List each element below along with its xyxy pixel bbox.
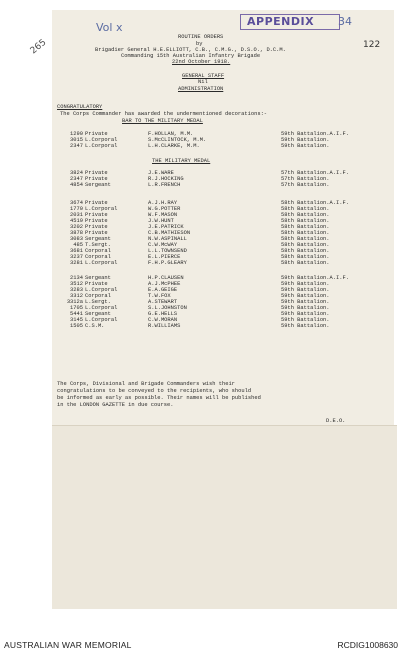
archive-id: RCDIG1008630 [337, 640, 398, 650]
table-row: 3312a L.Sergt. A.STEWART 59th Battalion. [66, 299, 330, 305]
doc-command: Commanding 15th Australian Infantry Brigade [121, 53, 261, 59]
table-row: 3674 Private A.J.H.RAY 58th Battalion.A.I.F. [70, 200, 349, 206]
table-row: 3145 L.Corporal C.W.MORAN 59th Battalion. [70, 317, 330, 323]
document-fold-lower [52, 425, 397, 609]
table-row: 3512 Private A.J.McPHEE 59th Battalion. [70, 281, 330, 287]
table-row: 3083 Sergeant N.W.ASPINALL 58th Battalion. [70, 236, 330, 242]
bar-heading: BAR TO THE MILITARY MEDAL [122, 118, 203, 124]
doc-officer: Brigadier General H.E.ELLIOTT, C.B., C.M.G., D.S.O., D.C.M. [95, 47, 286, 53]
table-row: 3281 L.Corporal F.H.P.GLEARY 58th Battalion. [70, 260, 330, 266]
table-row: 5441 Sergeant G.E.HELLS 59th Battalion. [70, 311, 330, 317]
table-row: 3312 Corporal T.W.FOX 59th Battalion. [70, 293, 330, 299]
volume-annotation: Vol x [96, 21, 123, 34]
doc-date: 22nd October 1918. [172, 59, 231, 65]
doc-by: by [196, 41, 203, 47]
table-row: 1770 L.Corporal W.G.POTTER 58th Battalion. [70, 206, 330, 212]
appendix-number: 34 [338, 15, 352, 28]
table-row: 3202 Private J.E.PATRICK 58th Battalion. [70, 224, 330, 230]
signature-initials: D.E.O. [326, 418, 346, 424]
table-row: 3283 L.Corporal E.A.GEIGE 59th Battalion. [70, 287, 330, 293]
closing-line: in the LONDON GAZETTE in due course. [57, 402, 174, 408]
table-row: 2134 Sergeant H.P.CLAUSEN 59th Battalion.A.I.F. [70, 275, 349, 281]
table-row: 4519 Private J.W.HUNT 58th Battalion. [70, 218, 330, 224]
folio-number: 265 [28, 37, 49, 57]
table-row: 4854 Sergeant L.R.FRENCH 57th Battalion. [70, 182, 330, 188]
appendix-stamp: APPENDIX [240, 14, 340, 30]
closing-line: The Corps, Divisional and Brigade Commanders wish their [57, 381, 235, 387]
doc-title: ROUTINE ORDERS [178, 34, 224, 40]
table-row: 3237 Corporal E.L.PIERCE 58th Battalion. [70, 254, 330, 260]
congrats-heading: CONGRATULATORY [57, 104, 103, 110]
table-row: 1705 L.Corporal S.L.JOHNSTON 59th Battalion. [70, 305, 330, 311]
table-row: 3015 L.Corporal S.McCLINTOCK, M.M. 59th Battalion. [70, 137, 330, 143]
table-row: 485 T.Sergt. C.W.McWAY 58th Battalion. [73, 242, 330, 248]
table-row: 1290 Private F.HOLLAN, M.M. 59th Battalion.A.I.F. [70, 131, 349, 137]
table-row: 1505 C.S.M. R.WILLIAMS 59th Battalion. [70, 323, 330, 329]
table-row: 2347 L.Corporal L.H.CLARKE, M.M. 59th Battalion. [70, 143, 330, 149]
section-nil: Nil [198, 79, 208, 85]
section-administration: ADMINISTRATION [178, 86, 224, 92]
table-row: 2347 Private R.J.HOCKING 57th Battalion. [70, 176, 330, 182]
table-row: 3681 Corporal L.L.TOWNSEND 58th Battalion. [70, 248, 330, 254]
table-row: 3878 Private C.B.MATHIESON 58th Battalion. [70, 230, 330, 236]
table-row: 3824 Private J.E.WARE 57th Battalion.A.I.F. [70, 170, 349, 176]
closing-line: be informed as early as possible. Their names will be published [57, 395, 261, 401]
archive-credit: AUSTRALIAN WAR MEMORIAL [4, 640, 132, 650]
closing-line: congratulations to be conveyed to the recipients, who should [57, 388, 252, 394]
congrats-intro: The Corps Commander has awarded the undermentioned decorations:- [60, 111, 268, 117]
page-number: 122 [363, 40, 381, 50]
mm-heading: THE MILITARY MEDAL [152, 158, 211, 164]
table-row: 2031 Private W.F.MASON 58th Battalion. [70, 212, 330, 218]
section-general-staff: GENERAL STAFF [182, 73, 225, 79]
